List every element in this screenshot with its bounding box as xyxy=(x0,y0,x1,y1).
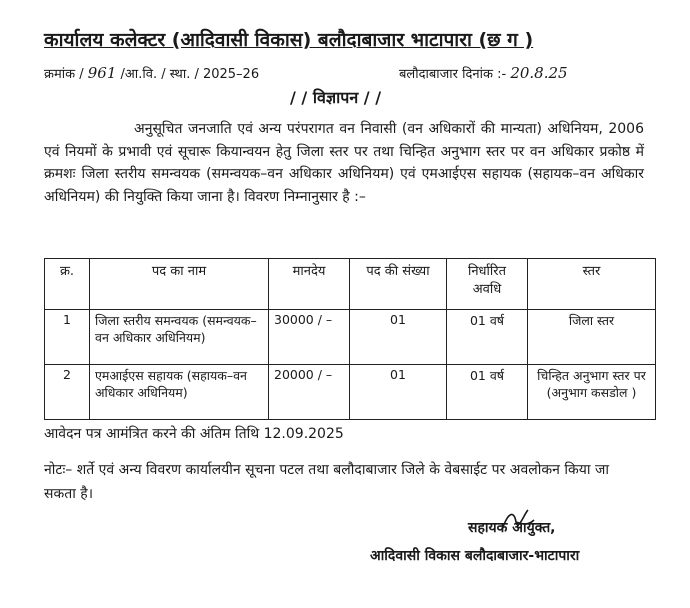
reference-line xyxy=(44,64,664,82)
header-count: पद की संख्या xyxy=(350,259,447,310)
office-title: कार्यालय कलेक्टर (आदिवासी विकास) बलौदाबाजार भाटापारा (छ ग ) xyxy=(44,29,534,51)
cell-honorarium: 30000 / – xyxy=(269,310,350,365)
cell-sno: 2 xyxy=(45,365,90,420)
table-header-row xyxy=(45,259,656,310)
posts-table xyxy=(44,258,656,420)
cell-duration: 01 वर्ष xyxy=(447,365,528,420)
cell-count: 01 xyxy=(350,365,447,420)
cell-post: जिला स्तरीय समन्वयक (समन्वयक–वन अधिकार अधिनियम) xyxy=(90,310,269,365)
header-level: स्तर xyxy=(528,259,656,310)
cell-level: चिन्हित अनुभाग स्तर पर (अनुभाग कसडोल ) xyxy=(528,365,656,420)
ref-suffix: /आ.वि. / स्था. / 2025–26 xyxy=(120,67,260,82)
date-label: बलौदाबाजार दिनांक :- xyxy=(399,67,507,82)
cell-level: जिला स्तर xyxy=(528,310,656,365)
header-sno: क्र. xyxy=(45,259,90,310)
header-duration: निर्धारित अवधि xyxy=(447,259,528,310)
intro-paragraph: अनुसूचित जनजाति एवं अन्य परंपरागत वन निवासी (वन अधिकारों की मान्यता) अधिनियम, 2006 एवं नियमों के प्रभावी एवं सूचारू कियान्वयन हेतु जिला स्तर पर तथा चिन्हित अनुभाग स्तर पर वन अधिकार प्रकोष्ठ में क्रमशः जिला स्तरीय समन्वयक (समन्वयक–वन अधिकार अधिनियम) एवं एमआईएस सहायक (सहायक–वन अधिकार अधिनियम) की नियुक्ति किया जाना है। विवरण निम्नानुसार है :– xyxy=(44,121,644,205)
notice-heading: / / विज्ञापन / / xyxy=(290,88,382,107)
table-row xyxy=(45,310,656,365)
date-value: 20.8.25 xyxy=(510,64,568,82)
note-text: नोटः– शर्ते एवं अन्य विवरण कार्यालयीन सूचना पटल तथा बलौदाबाजार जिले के वेबसाईट पर अवलोकन किया जा सकता है। xyxy=(44,462,609,502)
ref-prefix: क्रमांक / xyxy=(44,67,84,82)
deadline-text: आवेदन पत्र आमंत्रित करने की अंतिम तिथि 12.09.2025 xyxy=(44,426,344,442)
cell-sno: 1 xyxy=(45,310,90,365)
cell-honorarium: 20000 / – xyxy=(269,365,350,420)
cell-duration: 01 वर्ष xyxy=(447,310,528,365)
date-block xyxy=(399,64,568,82)
cell-post: एमआईएस सहायक (सहायक–वन अधिकार अधिनियम) xyxy=(90,365,269,420)
table-row xyxy=(45,365,656,420)
signatory-department: आदिवासी विकास बलौदाबाजार-भाटापारा xyxy=(370,548,580,564)
cell-count: 01 xyxy=(350,310,447,365)
header-honorarium: मानदेय xyxy=(269,259,350,310)
signatory-designation: सहायक आयुक्त, xyxy=(468,520,556,536)
header-post: पद का नाम xyxy=(90,259,269,310)
ref-number: 961 xyxy=(87,64,117,82)
